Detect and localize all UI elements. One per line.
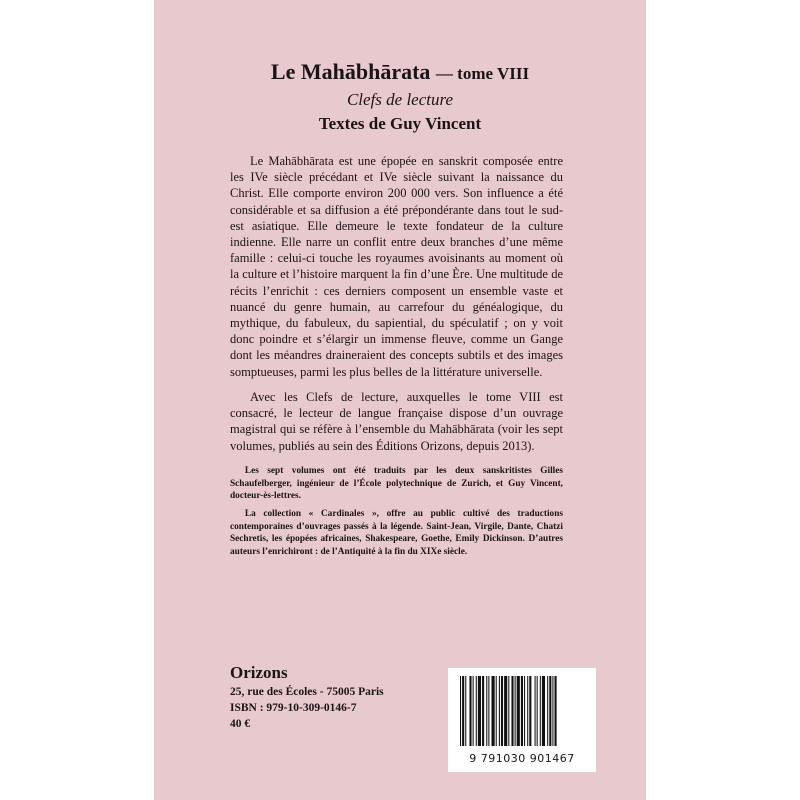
book-title-line [154, 58, 646, 88]
barcode-digits: 9 791030 901467 [469, 752, 575, 765]
summary-paragraph-2 [230, 389, 563, 454]
barcode-bar [496, 676, 497, 746]
barcode-bar [460, 676, 461, 746]
barcode-bars [456, 676, 588, 750]
barcode-bar [537, 676, 538, 746]
barcode-bar [482, 676, 484, 746]
barcode [448, 668, 596, 772]
barcode-bar [549, 676, 551, 746]
barcode-bar [521, 676, 523, 746]
barcode-bar [529, 676, 531, 746]
barcode-bar [511, 676, 513, 746]
barcode-bar [486, 676, 487, 746]
summary-paragraph-1 [230, 153, 563, 380]
barcode-bar [542, 676, 545, 746]
barcode-bar [462, 676, 464, 746]
isbn-text: ISBN : 979-10-309-0146-7 [230, 702, 357, 714]
paragraph-text: La collection « Cardinales », offre au public cultivé des traductions contemporaines d’ouvrages passés à la légende. Saint-Jean, Virgile, Dante, Chatzi Sechretis, les épopées africaines, Shakespeare, Goethe, Emily Dickinson. D’autres auteurs l’enrichiront : de l’Antiquité à la fin du XIXe siècle. [230, 509, 563, 557]
barcode-bar [535, 676, 536, 746]
paragraph-text: Le Mahābhārata est une épopée en sanskrit composée entre les IVe siècle précédant et IVe siècle suivant la naissance du Christ. Elle comporte environ 200 000 vers. Son influence a été considérable et sa diffusion a été prépondérante dans tout le sud-est asiatique. Elle demeure le texte fondateur de la culture indienne. Elle narre un conflit entre deux branches d’une même famille : celui-ci touche les royaumes avoisinants au moment où la culture et l’histoire marquent la fin d’une Ère. Une multitude de récits l’enrichit : ces derniers composent un ensemble vaste et nuancé du genre humain, au carrefour du généalogique, du mythique, du fabuleux, du sapiential, du spéculatif ; on y voit donc poindre et s’élargir un immense fleuve, comme un Gange dont les méandres draineraient des concepts subtils et des images somptueuses, parmi les plus belles de la littérature universelle. [230, 154, 563, 379]
barcode-bar [499, 676, 500, 746]
book-title: Le Mahābhārata [270, 59, 431, 84]
barcode-bar [517, 676, 520, 746]
barcode-bar [501, 676, 503, 746]
barcode-bar [552, 676, 553, 746]
barcode-bar [488, 676, 489, 746]
book-author: Textes de Guy Vincent [318, 114, 482, 133]
publisher-block [230, 662, 384, 732]
barcode-bar [555, 676, 557, 746]
paragraph-text: Avec les Clefs de lecture, auxquelles le tome VIII est consacré, le lecteur de langue française dispose d’un ouvrage magistral qui se réfère à l’ensemble du Mahābhārata (voir les sept volumes, publiés au sein des Éditions Orizons, depuis 2013). [230, 390, 563, 453]
tome-label: — tome VIII [435, 64, 530, 83]
publisher-address: 25, rue des Écoles - 75005 Paris [230, 686, 384, 698]
barcode-bar [515, 676, 516, 746]
collection-note [230, 508, 563, 558]
barcode-bar [492, 676, 495, 746]
barcode-bar [504, 676, 507, 746]
paragraph-text: Les sept volumes ont été traduits par les deux sanskritistes Gilles Schaufelberger, ingénieur de l’École polytechnique de Zurich, et Guy Vincent, docteur-ès-lettres. [230, 466, 563, 502]
book-subtitle: Clefs de lecture [346, 90, 454, 109]
barcode-bar [465, 676, 466, 746]
barcode-bar [476, 676, 477, 746]
barcode-bar [540, 676, 541, 746]
barcode-bar [478, 676, 481, 746]
barcode-bar [527, 676, 528, 746]
barcode-bar [469, 676, 471, 746]
price-text: 40 € [230, 718, 251, 730]
title-block [154, 58, 646, 136]
book-back-cover [154, 0, 646, 800]
barcode-bar [547, 676, 548, 746]
publisher-name: Orizons [230, 663, 288, 682]
translators-note [230, 465, 563, 503]
barcode-bar [524, 676, 525, 746]
barcode-bar [473, 676, 474, 746]
barcode-bar [508, 676, 509, 746]
